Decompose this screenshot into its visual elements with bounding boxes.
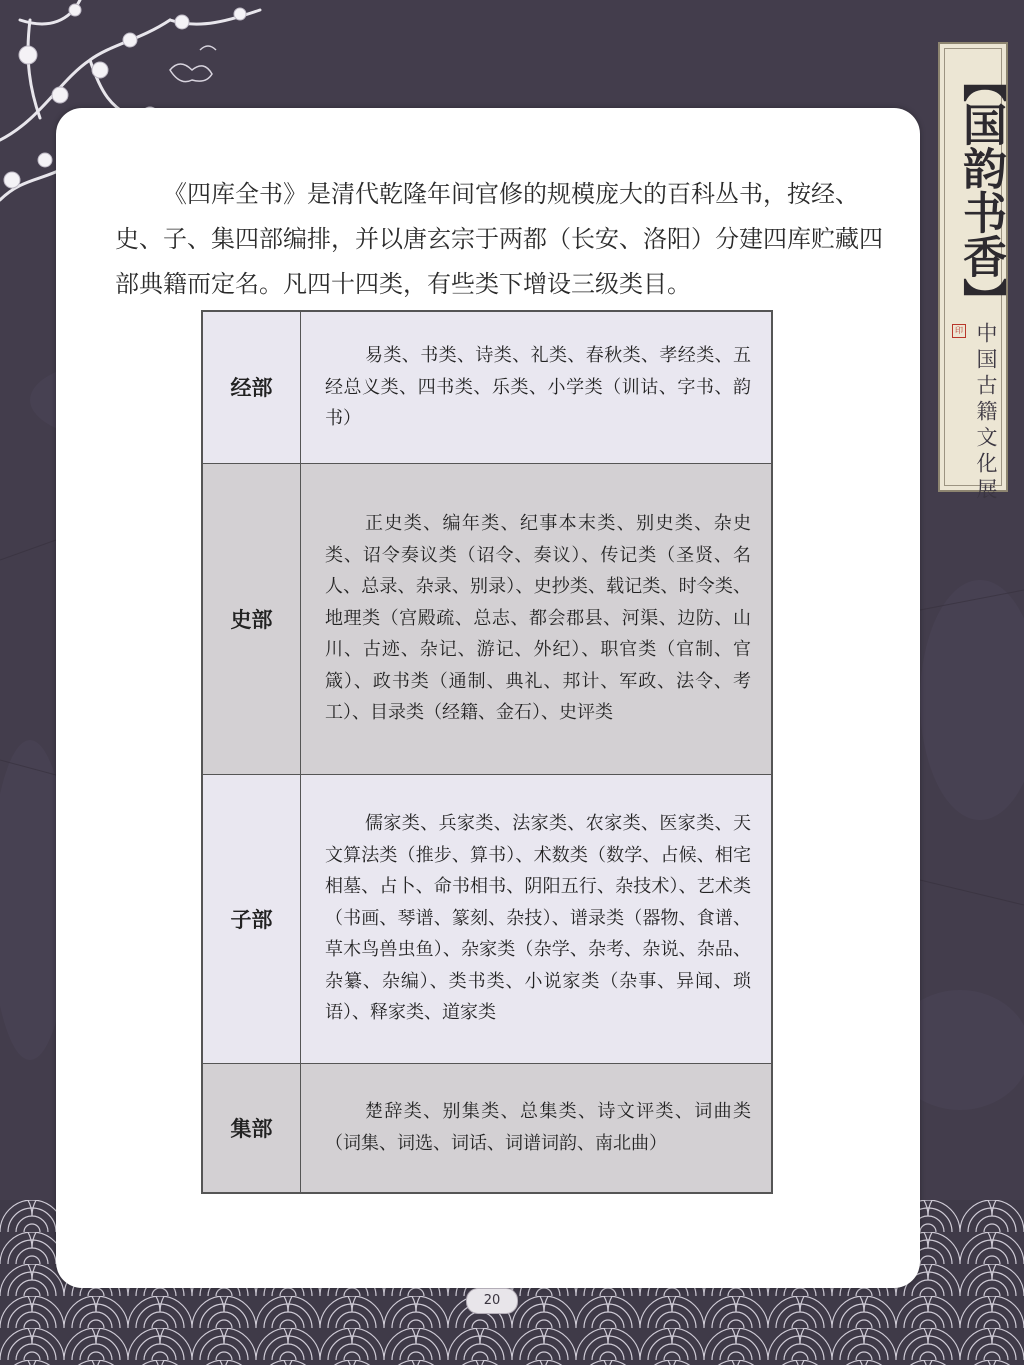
page-number: 20 <box>466 1288 518 1314</box>
dept-jing: 经部 <box>202 311 301 463</box>
intro-paragraph: 《四库全书》是清代乾隆年间官修的规模庞大的百科丛书，按经、史、子、集四部编排，并以唐玄宗于两都（长安、洛阳）分建四库贮藏四部典籍而定名。凡四十四类，有些类下增设三级类目。 <box>115 180 883 298</box>
dept-zi: 子部 <box>202 774 301 1063</box>
dept-items: 儒家类、兵家类、法家类、农家类、医家类、天文算法类（推步、算书）、术数类（数学、占候、相宅相墓、占卜、命书相书、阴阳五行、杂技术）、艺术类（书画、琴谱、篆刻、杂技）、谱录类（器物、食谱、草木鸟兽虫鱼）、杂家类（杂学、杂考、杂说、杂品、杂纂、杂编）、类书类、小说家类（杂事、异闻、琐语）、释家类、道家类 <box>301 774 773 1063</box>
banner-title: 【国韵书香】 <box>955 58 1006 322</box>
table-row <box>202 774 772 1063</box>
dept-items: 易类、书类、诗类、礼类、春秋类、孝经类、五经总义类、四书类、乐类、小学类（训诂、字书、韵书） <box>301 311 773 463</box>
siku-catalog-table <box>201 310 773 1194</box>
table-row <box>202 1063 772 1193</box>
dept-items: 楚辞类、别集类、总集类、诗文评类、词曲类（词集、词选、词话、词谱词韵、南北曲） <box>301 1063 773 1193</box>
dept-shi: 史部 <box>202 463 301 774</box>
table-row <box>202 463 772 774</box>
dept-items: 正史类、编年类、纪事本末类、别史类、杂史类、诏令奏议类（诏令、奏议）、传记类（圣贤、名人、总录、杂录、别录）、史抄类、载记类、时令类、地理类（宫殿疏、总志、都会郡县、河渠、边防、山川、古迹、杂记、游记、外纪）、职官类（官制、官箴）、政书类（通制、典礼、邦计、军政、法令、考工）、目录类（经籍、金石）、史评类 <box>301 463 773 774</box>
red-seal-icon: 印 <box>952 324 966 338</box>
exhibition-title-banner <box>938 42 1008 504</box>
banner-subtitle: 中国古籍文化展 <box>974 322 998 504</box>
dept-ji: 集部 <box>202 1063 301 1193</box>
table-row <box>202 311 772 463</box>
